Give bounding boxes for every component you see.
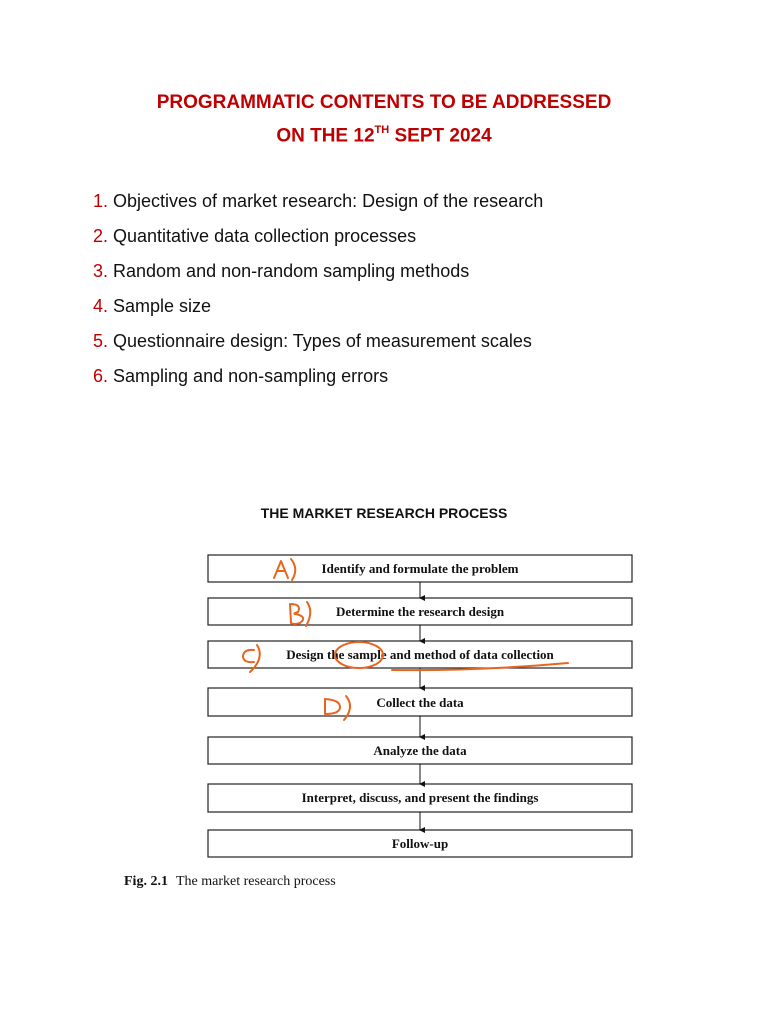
list-number: 4. bbox=[93, 296, 109, 316]
flow-step-1: Identify and formulate the problem bbox=[321, 561, 519, 576]
list-text: Random and non-random sampling methods bbox=[108, 261, 470, 281]
title-date-prefix: ON THE 12 bbox=[276, 125, 375, 147]
list-number: 3. bbox=[93, 261, 109, 281]
flow-step-4: Collect the data bbox=[376, 695, 464, 710]
list-text: Questionnaire design: Types of measurement scales bbox=[108, 331, 532, 351]
flow-step-3: Design the sample and method of data collection bbox=[286, 647, 554, 662]
list-text: Sampling and non-sampling errors bbox=[108, 366, 389, 386]
flow-step-7: Follow-up bbox=[391, 836, 449, 851]
list-text: Quantitative data collection processes bbox=[108, 226, 417, 246]
list-number: 1. bbox=[93, 191, 109, 211]
list-number: 2. bbox=[93, 226, 109, 246]
figure-caption bbox=[124, 874, 336, 890]
list-text: Objectives of market research: Design of the research bbox=[108, 191, 544, 211]
list-number: 5. bbox=[93, 331, 109, 351]
caption-label: Fig. 2.1 bbox=[124, 874, 168, 889]
flow-step-6: Interpret, discuss, and present the findings bbox=[301, 790, 539, 805]
figure-title: THE MARKET RESEARCH PROCESS bbox=[260, 505, 508, 521]
title-date-suffix: SEPT 2024 bbox=[389, 125, 492, 147]
flow-step-2: Determine the research design bbox=[335, 604, 505, 619]
list-text: Sample size bbox=[108, 296, 212, 316]
title-date-superscript: TH bbox=[374, 124, 390, 136]
list-number: 6. bbox=[93, 366, 109, 386]
flow-step-5: Analyze the data bbox=[373, 743, 467, 758]
title-line-1: PROGRAMMATIC CONTENTS TO BE ADDRESSED bbox=[156, 92, 612, 113]
caption-text: The market research process bbox=[175, 874, 336, 889]
